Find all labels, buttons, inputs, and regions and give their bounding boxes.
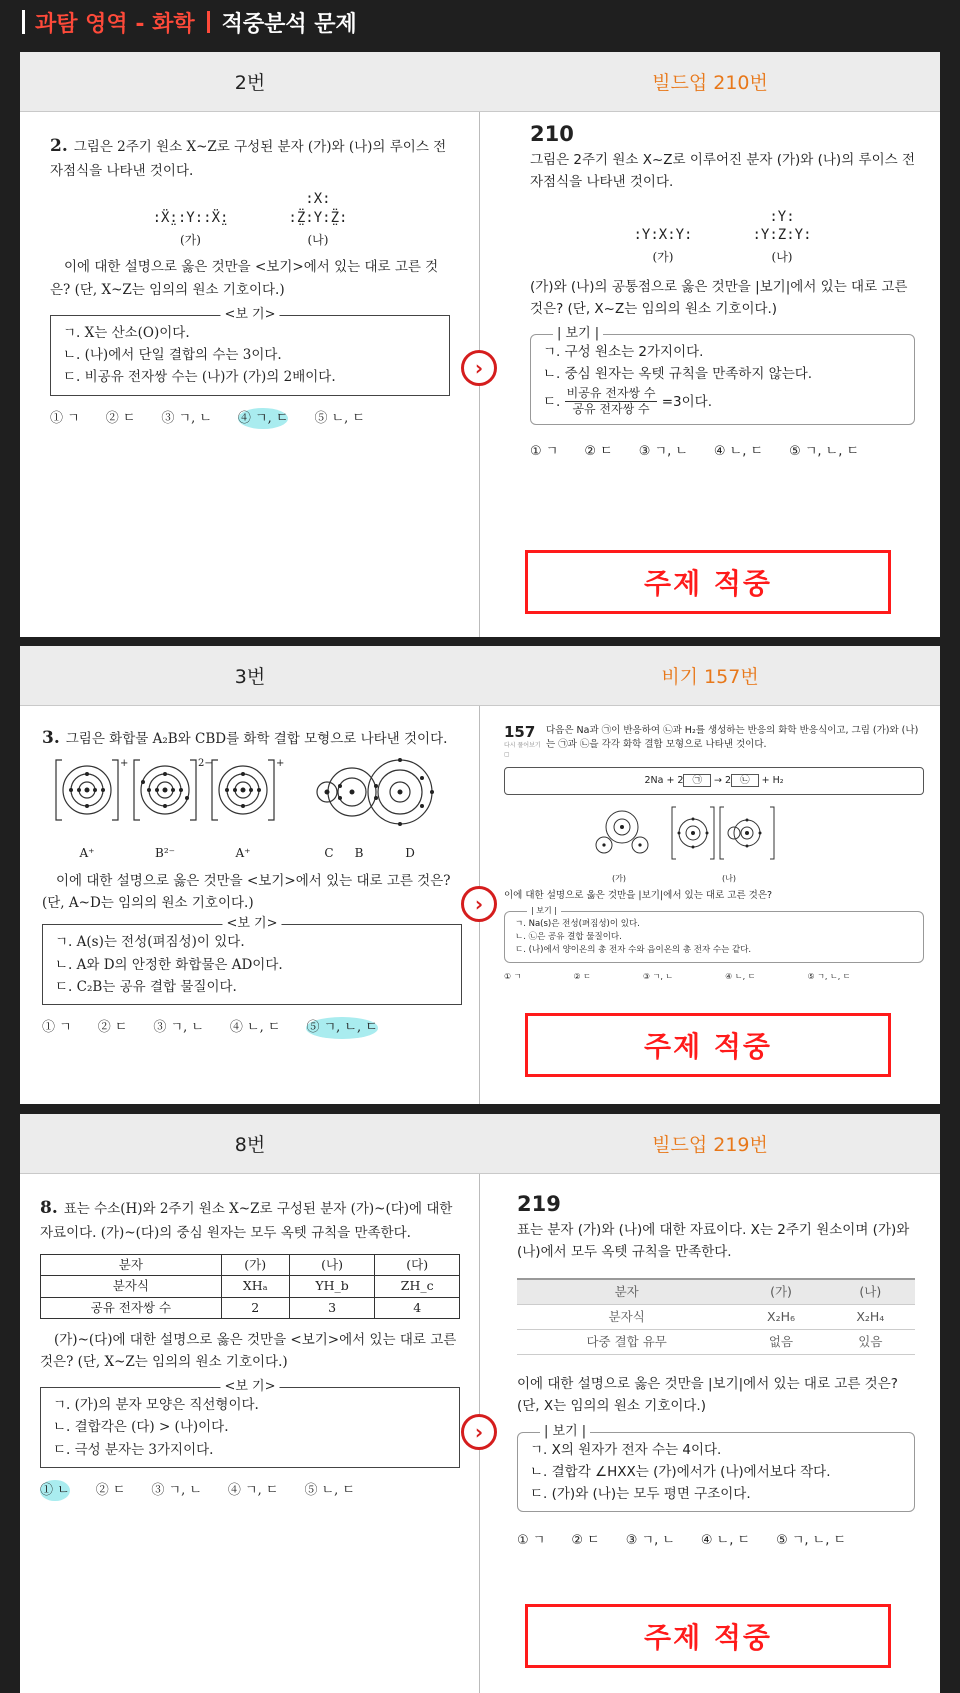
bogi-item: ㄱ. 구성 원소는 2가지이다. xyxy=(543,344,704,361)
bogi-box: | 보기 | ㄱ. 구성 원소는 2가지이다. ㄴ. 중심 원자는 옥텟 규칙을 만족하지 않는다. ㄷ. $\frac{\text{비공유 전자쌍 수}}{\text{공유 전자쌍 수}}$ =3이다. xyxy=(530,334,915,425)
problem-number: 210 xyxy=(530,122,574,146)
book-question xyxy=(530,122,915,462)
choice-1[interactable]: ① ㄱ xyxy=(530,443,559,459)
chevron-right-icon[interactable]: › xyxy=(461,886,497,922)
answer-choices xyxy=(530,441,915,462)
choice-3[interactable]: ③ ㄱ, ㄴ xyxy=(642,972,674,982)
bogi-item: ㄱ. (가)의 분자 모양은 직선형이다. xyxy=(53,1397,259,1414)
choice-3[interactable]: ③ ㄱ, ㄴ xyxy=(161,410,212,426)
atom-label: C xyxy=(324,846,334,861)
atom-label: B xyxy=(354,846,364,861)
chevron-right-icon[interactable]: › xyxy=(461,350,497,386)
reaction-equation-box: 2Na + 2 ㉠ → 2 ㉡ + H₂ xyxy=(504,767,924,795)
data-table xyxy=(40,1254,460,1318)
choice-1[interactable]: ① ㄴ xyxy=(40,1480,70,1501)
question-text: 표는 분자 (가)와 (나)에 대한 자료이다. X는 2주기 원소이며 (가)와 (나)에서 모두 옥텟 규칙을 만족한다. xyxy=(517,1222,910,1261)
choice-2[interactable]: ② ㄷ xyxy=(105,410,136,426)
answer-choices xyxy=(517,1530,915,1551)
choice-1[interactable]: ① ㄱ xyxy=(517,1533,546,1549)
header-title: 적중분석 문제 xyxy=(221,11,357,37)
table-row: 분자식 XHₐ YH_b ZH_c xyxy=(41,1276,460,1297)
col-head-exam: 8번 xyxy=(234,1134,266,1156)
choice-4[interactable]: ④ ㄴ, ㄷ xyxy=(713,443,764,459)
choice-3[interactable]: ③ ㄱ, ㄴ xyxy=(153,1020,204,1036)
bogi-box: | 보기 | ㄱ. Na(s)은 전성(펴짐성)이 있다. ㄴ. ㉡은 공유 결합 물질이다. ㄷ. (나)에서 양이온의 총 전자 수와 음이온의 총 전자 수는 같다. xyxy=(504,911,924,963)
question-text: 다음은 Na과 ㉠이 반응하여 ㉡과 H₂를 생성하는 반응의 화학 반응식이고, 그림 (가)와 (나)는 ㉠과 ㉡을 각각 화학 결합 모형으로 나타낸 것이다. xyxy=(546,725,919,751)
problem-number: 157 xyxy=(504,723,536,741)
choice-3[interactable]: ③ ㄱ, ㄴ xyxy=(625,1533,675,1549)
choice-2[interactable]: ② ㄷ xyxy=(97,1020,128,1036)
bogi-item: ㄷ. 극성 분자는 3가지이다. xyxy=(53,1441,214,1458)
bogi-item: ㄴ. (나)에서 단일 결합의 수는 3이다. xyxy=(63,347,282,364)
bond-model-diagram xyxy=(42,756,452,842)
ion-label: A⁺ xyxy=(235,846,251,861)
col-head-book: 빌드업 219번 xyxy=(652,1134,768,1156)
header-separator xyxy=(207,11,210,33)
bogi-item: ㄴ. A와 D의 안정한 화합물은 AD이다. xyxy=(55,956,283,973)
choice-4[interactable]: ④ ㄴ, ㄷ xyxy=(700,1533,751,1549)
choice-4[interactable]: ④ ㄱ, ㄷ xyxy=(238,408,289,429)
bogi-item: ㄱ. X의 원자가 전자 수는 4이다. xyxy=(530,1441,722,1458)
question-text: 그림은 2주기 원소 X~Z로 이루어진 분자 (가)와 (나)의 루이스 전자점식을 나타낸 것이다. xyxy=(530,152,915,191)
choice-2[interactable]: ② ㄷ xyxy=(95,1483,126,1499)
header-subject: 과탐 영역 - 화학 xyxy=(35,11,195,37)
exam-question xyxy=(40,1194,460,1501)
column-headers xyxy=(20,52,940,112)
lewis-diagram xyxy=(530,208,915,266)
exam-question xyxy=(42,724,462,1039)
choice-3[interactable]: ③ ㄱ, ㄴ xyxy=(638,443,688,459)
choice-1[interactable]: ① ㄱ xyxy=(42,1020,72,1036)
answer-choices xyxy=(40,1480,460,1501)
charge-label: + xyxy=(120,758,129,770)
col-head-book: 비기 157번 xyxy=(661,666,759,688)
choice-5[interactable]: ⑤ ㄴ, ㄷ xyxy=(314,410,365,426)
ion-label: B²⁻ xyxy=(155,846,175,861)
bogi-item: ㄷ. (가)와 (나)는 모두 평면 구조이다. xyxy=(530,1486,751,1503)
choice-5[interactable]: ⑤ ㄱ, ㄴ, ㄷ xyxy=(789,443,860,459)
bogi-item-fraction: ㄷ. $\frac{\text{비공유 전자쌍 수}}{\text{공유 전자쌍 수}}$ =3이다. xyxy=(543,385,712,417)
question-prompt: 이에 대한 설명으로 옳은 것만을 |보기|에서 있는 대로 고른 것은? (단, X는 임의의 원소 기호이다.) xyxy=(517,1376,898,1415)
header-bar xyxy=(22,10,25,34)
choice-2[interactable]: ② ㄷ xyxy=(584,443,613,459)
exam-question xyxy=(50,132,450,429)
question-text: 3. 그림은 화합물 A₂B와 CBD를 화학 결합 모형으로 나타낸 것이다. xyxy=(42,728,448,748)
question-prompt: 이에 대한 설명으로 옳은 것만을 <보기>에서 있는 대로 고른 것은? (단, A~D는 임의의 원소 기호이다.) xyxy=(42,872,451,912)
choice-4[interactable]: ④ ㄴ, ㄷ xyxy=(229,1020,281,1036)
book-question xyxy=(504,724,924,983)
data-table xyxy=(517,1278,915,1355)
answer-choices xyxy=(50,408,450,429)
choice-5[interactable]: ⑤ ㄱ, ㄴ, ㄷ xyxy=(776,1533,847,1549)
molecule-b: :Y: :Y:Z:Y: (나) xyxy=(752,208,812,265)
topic-hit-stamp: 주제 적중 xyxy=(525,1013,891,1077)
column-headers xyxy=(20,1114,940,1174)
col-head-exam: 2번 xyxy=(234,72,266,94)
page-header xyxy=(0,0,960,44)
model-captions: (가) (나) xyxy=(612,873,736,883)
section-q8 xyxy=(20,1114,940,1693)
charge-label: + xyxy=(276,758,285,770)
table-row: 다중 결합 유무 없음 있음 xyxy=(517,1329,915,1354)
col-head-book: 빌드업 210번 xyxy=(652,72,768,94)
answer-choices xyxy=(504,971,924,983)
ion-label: A⁺ xyxy=(79,846,95,861)
table-row: 공유 전자쌍 수 2 3 4 xyxy=(41,1297,460,1318)
table-row: 분자식 X₂H₆ X₂H₄ xyxy=(517,1304,915,1329)
molecule-b: :X: :Z̤̈:Y:Z̤̈: (나) xyxy=(288,191,348,247)
bogi-box: <보 기> ㄱ. (가)의 분자 모양은 직선형이다. ㄴ. 결합각은 (다) > (나)이다. ㄷ. 극성 분자는 3가지이다. xyxy=(40,1387,460,1468)
topic-hit-stamp: 주제 적중 xyxy=(525,1604,891,1668)
choice-4[interactable]: ④ ㄴ, ㄷ xyxy=(725,972,756,982)
question-text: 2. 그림은 2주기 원소 X~Z로 구성된 분자 (가)와 (나)의 루이스 전자점식을 나타낸 것이다. xyxy=(50,136,447,180)
section-q2 xyxy=(20,52,940,637)
section-q3 xyxy=(20,646,940,1104)
chevron-right-icon[interactable]: › xyxy=(461,1414,497,1450)
question-head xyxy=(504,724,924,759)
lewis-diagram xyxy=(50,190,450,248)
bogi-item: ㄴ. ㉡은 공유 결합 물질이다. xyxy=(515,931,622,942)
table-row: 분자 (가) (나) (다) xyxy=(41,1255,460,1276)
answer-choices xyxy=(42,1017,462,1038)
choice-5[interactable]: ⑤ ㄱ, ㄴ, ㄷ xyxy=(306,1017,377,1038)
bogi-item: ㄷ. C₂B는 공유 결합 물질이다. xyxy=(55,978,237,995)
choice-3[interactable]: ③ ㄱ, ㄴ xyxy=(151,1483,202,1499)
choice-5[interactable]: ⑤ ㄴ, ㄷ xyxy=(304,1483,355,1499)
col-head-exam: 3번 xyxy=(234,666,266,688)
molecule-a: :Ẍ̤::Y::Ẍ̤: (가) xyxy=(152,209,229,247)
choice-4[interactable]: ④ ㄱ, ㄷ xyxy=(227,1483,279,1499)
book-question xyxy=(517,1192,915,1552)
bogi-item: ㄱ. A(s)는 전성(펴짐성)이 있다. xyxy=(55,934,245,951)
bogi-item: ㄴ. 중심 원자는 옥텟 규칙을 만족하지 않는다. xyxy=(543,366,813,383)
question-prompt: 이에 대한 설명으로 옳은 것만을 |보기|에서 있는 대로 고른 것은? xyxy=(504,889,773,901)
bogi-item: ㄱ. Na(s)은 전성(펴짐성)이 있다. xyxy=(515,919,640,929)
bogi-item: ㄴ. 결합각 ∠HXX는 (가)에서가 (나)에서보다 작다. xyxy=(530,1463,831,1480)
choice-2[interactable]: ② ㄷ xyxy=(573,972,591,982)
retry-checkbox[interactable]: 다시 풀어보기 ▢ xyxy=(504,741,541,758)
bogi-box: | 보기 | ㄱ. X의 원자가 전자 수는 4이다. ㄴ. 결합각 ∠HXX는 (가)에서가 (나)에서보다 작다. ㄷ. (가)와 (나)는 모두 평면 구조이다. xyxy=(517,1432,915,1513)
model-labels xyxy=(42,844,462,864)
bogi-item: ㄴ. 결합각은 (다) > (나)이다. xyxy=(53,1419,229,1436)
question-text: 8. 표는 수소(H)와 2주기 원소 X~Z로 구성된 분자 (가)~(다)에 대한 자료이다. (가)~(다)의 중심 원자는 모두 옥텟 규칙을 만족한다. xyxy=(40,1198,453,1242)
charge-label: 2− xyxy=(198,758,213,770)
topic-hit-stamp: 주제 적중 xyxy=(525,550,891,614)
choice-2[interactable]: ② ㄷ xyxy=(571,1533,600,1549)
problem-number: 219 xyxy=(517,1192,561,1216)
bogi-item: ㄱ. X는 산소(O)이다. xyxy=(63,324,190,341)
atom-label: D xyxy=(405,846,415,861)
bogi-item: ㄷ. (나)에서 양이온의 총 전자 수와 음이온의 총 전자 수는 같다. xyxy=(515,944,752,955)
question-prompt: (가)와 (나)의 공통점으로 옳은 것만을 |보기|에서 있는 대로 고른 것은? (단, X~Z는 임의의 원소 기호이다.) xyxy=(530,278,908,317)
bond-model-diagram xyxy=(504,801,924,873)
bogi-item: ㄷ. 비공유 전자쌍 수는 (나)가 (가)의 2배이다. xyxy=(63,369,336,386)
table-row: 분자 (가) (나) xyxy=(517,1279,915,1305)
bogi-box: <보 기> ㄱ. X는 산소(O)이다. ㄴ. (나)에서 단일 결합의 수는 3이다. ㄷ. 비공유 전자쌍 수는 (나)가 (가)의 2배이다. xyxy=(50,315,450,396)
question-prompt: 이에 대한 설명으로 옳은 것만을 <보기>에서 있는 대로 고른 것은? (단, X~Z는 임의의 원소 기호이다.) xyxy=(50,259,439,298)
choice-1[interactable]: ① ㄱ xyxy=(504,972,522,982)
choice-1[interactable]: ① ㄱ xyxy=(50,410,80,426)
molecule-a: :Y:X:Y: (가) xyxy=(633,226,693,265)
question-prompt: (가)~(다)에 대한 설명으로 옳은 것만을 <보기>에서 있는 대로 고른 것은? (단, X~Z는 임의의 원소 기호이다.) xyxy=(40,1331,457,1370)
column-headers xyxy=(20,646,940,706)
choice-5[interactable]: ⑤ ㄱ, ㄴ, ㄷ xyxy=(807,972,851,982)
bogi-box: <보 기> ㄱ. A(s)는 전성(펴짐성)이 있다. ㄴ. A와 D의 안정한 화합물은 AD이다. ㄷ. C₂B는 공유 결합 물질이다. xyxy=(42,924,462,1005)
